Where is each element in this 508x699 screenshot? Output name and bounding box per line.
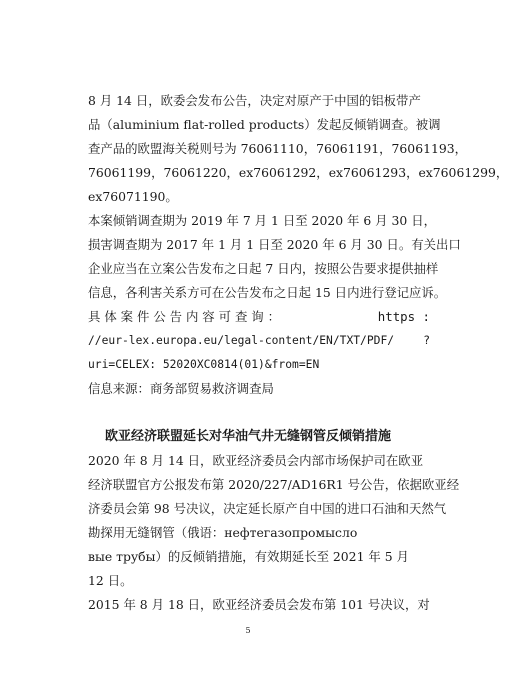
url-line: uri=CELEX: 52020XC0814(01)&from=EN	[88, 358, 320, 371]
paragraph-line: 损害调查期为 2017 年 1 月 1 日至 2020 年 6 月 30 日。有关出口	[88, 237, 461, 252]
paragraph-line: 勘探用无缝钢管（俄语：нефтегазопромыслo	[88, 525, 358, 540]
paragraph-line: 2020 年 8 月 14 日，欧亚经济委员会内部市场保护司在欧亚	[88, 453, 424, 468]
paragraph-line: 8 月 14 日，欧委会发布公告，决定对原产于中国的铝板带产	[88, 93, 421, 108]
url-text: //eur-lex.europa.eu/legal-content/EN/TXT/PDF/	[88, 334, 395, 347]
source-line: 信息来源：商务部贸易救济调查局	[88, 381, 274, 396]
page-number: 5	[245, 626, 251, 635]
url-line	[88, 330, 430, 352]
section-heading: 欧亚经济联盟延长对华油气井无缝钢管反倾销措施	[104, 429, 391, 444]
paragraph-line: ex76071190。	[88, 189, 178, 204]
url-tail: ?	[423, 334, 430, 347]
paragraph-line: 品（aluminium flat-rolled products）发起反倾销调查。被调	[88, 117, 441, 132]
paragraph-line: 济委员会第 98 号决议，决定延长原产自中国的进口石油和天然气	[88, 501, 447, 516]
paragraph-line: 企业应当在立案公告发布之日起 7 日内，按照公告要求提供抽样	[88, 261, 439, 276]
paragraph-line: 76061199，76061220，ex76061292，ex76061293，ex76061299，	[88, 165, 508, 180]
paragraph-line: 信息，各利害关系方可在公告发布之日起 15 日内进行登记应诉。	[88, 285, 447, 300]
paragraph-line: вые трубы）的反倾销措施，有效期延长至 2021 年 5 月	[88, 549, 409, 564]
query-label: 具 体 案 件 公 告 内 容 可 查 询 ：	[88, 309, 281, 324]
query-line	[88, 306, 430, 328]
paragraph-line: 2015 年 8 月 18 日，欧亚经济委员会发布第 101 号决议，对	[88, 597, 430, 612]
paragraph-line: 查产品的欧盟海关税则号为 76061110，76061191，76061193，	[88, 141, 467, 156]
paragraph-line: 经济联盟官方公报发布第 2020/227/AD16R1 号公告，依据欧亚经	[88, 477, 460, 492]
query-url-start: https :	[377, 309, 430, 324]
paragraph-line: 本案倾销调查期为 2019 年 7 月 1 日至 2020 年 6 月 30 日，	[88, 213, 436, 228]
paragraph-line: 12 日。	[88, 573, 133, 588]
